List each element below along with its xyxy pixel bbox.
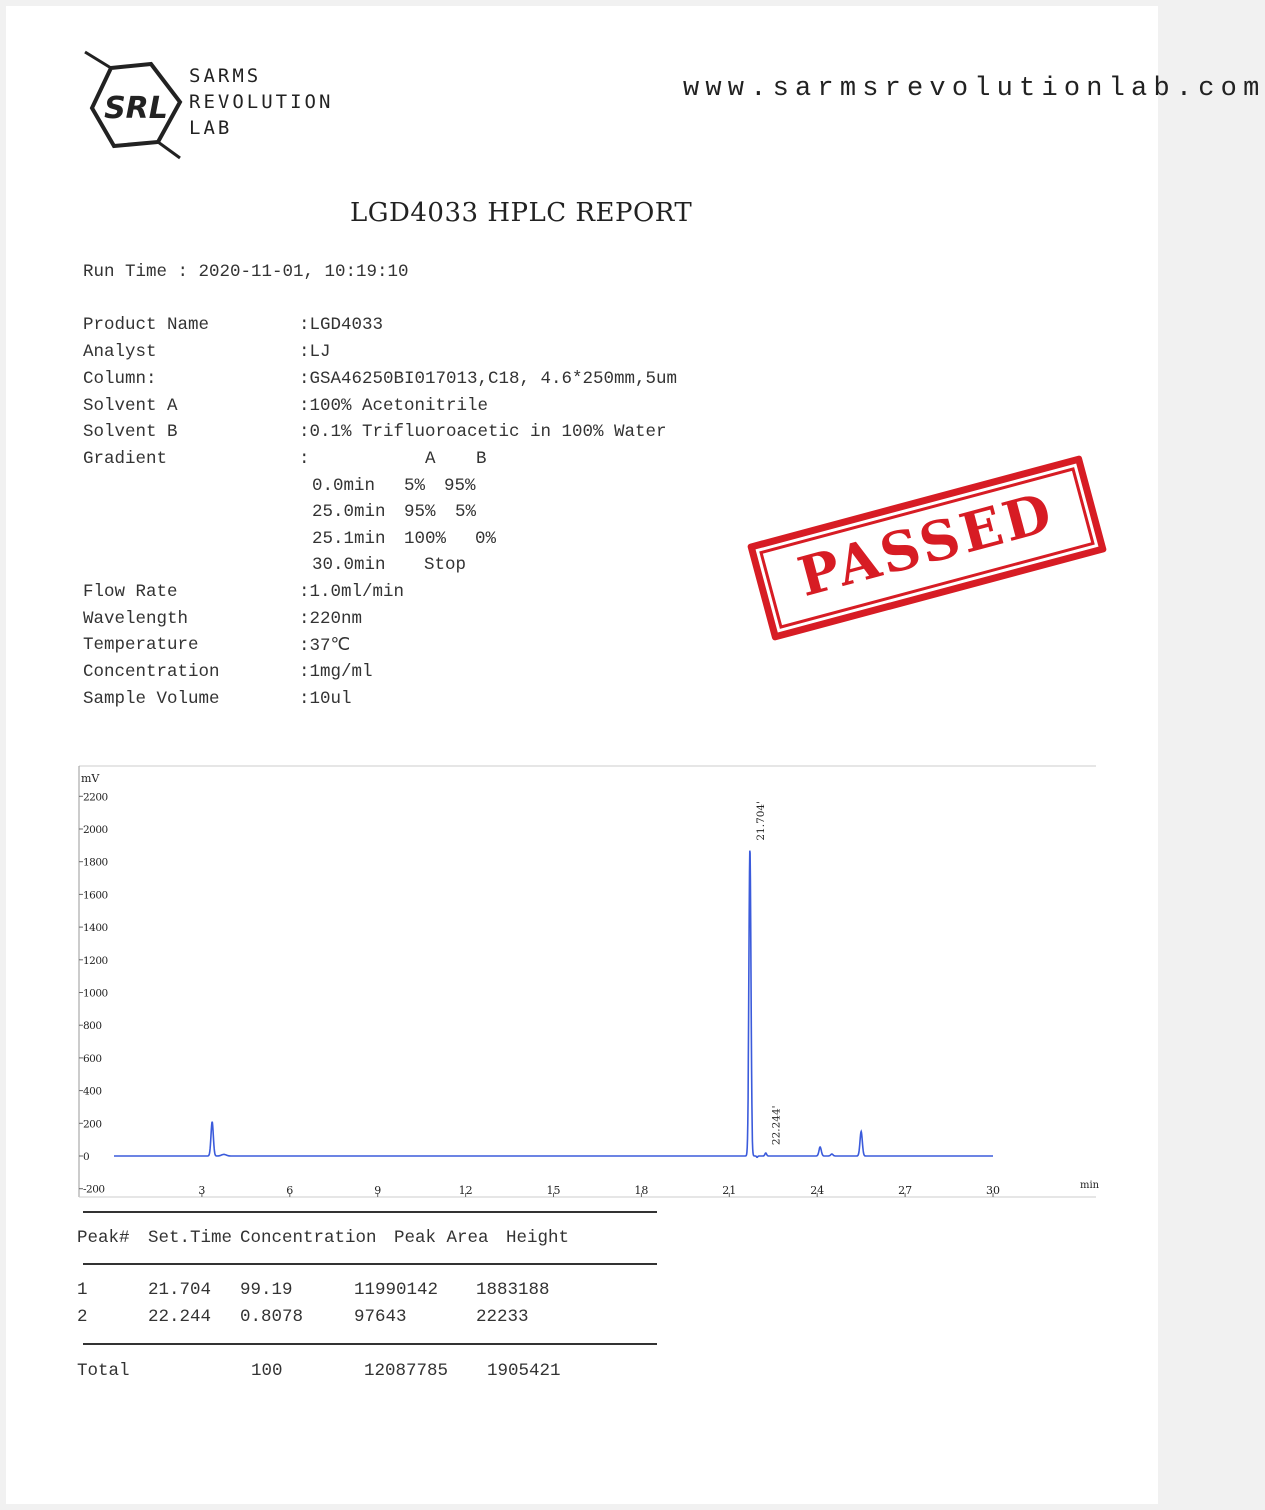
- field-label-temperature: Temperature: [83, 635, 199, 655]
- x-tick-label: 18: [634, 1184, 649, 1197]
- report-page: [6, 6, 1265, 1504]
- field-value-temperature: :37℃: [299, 636, 351, 656]
- field-label-column: Column:: [83, 369, 157, 389]
- y-tick-label: -200: [83, 1183, 105, 1196]
- y-tick-label: 1400: [83, 922, 108, 935]
- x-tick-label: 27: [898, 1184, 913, 1197]
- run-time: Run Time : 2020-11-01, 10:19:10: [83, 262, 409, 282]
- field-value-solvent-a: :100% Acetonitrile: [299, 396, 489, 416]
- field-label-solvent-a: Solvent A: [83, 396, 178, 416]
- gradient-b: 95%: [444, 476, 476, 496]
- stamp-text: PASSED: [791, 479, 1061, 609]
- table-cell: 2: [77, 1307, 88, 1327]
- peak-label: 21.704': [754, 800, 767, 841]
- y-tick-label: 1000: [83, 987, 108, 1000]
- gradient-a: Stop: [424, 555, 467, 575]
- x-tick-label: 15: [546, 1184, 561, 1197]
- col-header-peak: Peak#: [77, 1228, 130, 1248]
- total-height: 1905421: [487, 1361, 561, 1381]
- y-tick-label: 400: [83, 1085, 102, 1098]
- table-rule-bottom: [83, 1343, 657, 1345]
- y-tick-label: 2000: [83, 824, 108, 836]
- field-label-flow-rate: Flow Rate: [83, 582, 178, 602]
- field-value-sample-volume: :10ul: [299, 689, 352, 709]
- gradient-a: 95%: [404, 502, 436, 522]
- brand-line-1: SARMS: [189, 65, 262, 87]
- gradient-b: 5%: [455, 502, 477, 522]
- field-value-concentration: :1mg/ml: [299, 662, 373, 682]
- field-label-product: Product Name: [83, 315, 210, 335]
- logo-text: SRL: [104, 91, 168, 126]
- table-cell: 11990142: [354, 1280, 439, 1300]
- chromatogram-chart: [6, 6, 1158, 1206]
- y-tick-label: 1600: [83, 889, 108, 902]
- field-label-analyst: Analyst: [83, 342, 157, 362]
- col-header-concentration: Concentration: [240, 1228, 377, 1248]
- col-header-area: Peak Area: [394, 1228, 489, 1248]
- total-concentration: 100: [251, 1361, 283, 1381]
- brand-line-2: REVOLUTION: [189, 91, 334, 113]
- table-cell: 21.704: [148, 1280, 212, 1300]
- field-label-wavelength: Wavelength: [83, 609, 189, 629]
- x-tick-label: 24: [810, 1184, 825, 1197]
- gradient-time: 0.0min: [312, 476, 376, 496]
- gradient-header-a: A: [425, 449, 436, 469]
- table-rule-mid: [83, 1263, 657, 1265]
- field-label-solvent-b: Solvent B: [83, 422, 178, 442]
- x-axis-label: min: [1080, 1180, 1100, 1191]
- x-tick-label: 9: [374, 1184, 382, 1197]
- col-header-height: Height: [506, 1228, 570, 1248]
- y-tick-label: 600: [83, 1052, 102, 1065]
- field-value-solvent-b: :0.1% Trifluoroacetic in 100% Water: [299, 422, 667, 442]
- gradient-time: 25.0min: [312, 502, 386, 522]
- field-value-wavelength: :220nm: [299, 609, 363, 629]
- y-tick-label: 2200: [83, 791, 108, 804]
- report-title: LGD4033 HPLC REPORT: [350, 198, 693, 228]
- y-axis-label: mV: [81, 772, 100, 785]
- gradient-a: 100%: [404, 529, 447, 549]
- field-label-gradient: Gradient: [83, 449, 168, 469]
- x-tick-label: 21: [722, 1184, 737, 1197]
- gradient-header-b: B: [476, 449, 487, 469]
- gradient-b: 0%: [475, 529, 497, 549]
- y-tick-label: 1200: [83, 954, 108, 967]
- total-area: 12087785: [364, 1361, 449, 1381]
- gradient-time: 30.0min: [312, 555, 386, 575]
- gradient-time: 25.1min: [312, 529, 386, 549]
- x-tick-label: 3: [198, 1184, 206, 1197]
- table-rule-top: [83, 1211, 657, 1213]
- field-label-concentration: Concentration: [83, 662, 220, 682]
- field-value-flow-rate: :1.0ml/min: [299, 582, 405, 602]
- gradient-a: 5%: [404, 476, 426, 496]
- y-tick-label: 200: [83, 1118, 102, 1131]
- field-value-column: :GSA46250BI017013,C18, 4.6*250mm,5um: [299, 369, 678, 389]
- field-label-sample-volume: Sample Volume: [83, 689, 220, 709]
- table-cell: 1: [77, 1280, 88, 1300]
- y-tick-label: 800: [83, 1020, 102, 1033]
- x-tick-label: 30: [986, 1184, 1000, 1197]
- col-header-settime: Set.Time: [148, 1228, 233, 1248]
- table-cell: 1883188: [476, 1280, 550, 1300]
- website-link[interactable]: www.sarmsrevolutionlab.com: [683, 74, 1265, 104]
- field-value-analyst: :LJ: [299, 342, 331, 362]
- chromatogram-signal-line: [114, 851, 993, 1158]
- field-value-gradient: :: [299, 449, 310, 469]
- brand-line-3: LAB: [189, 117, 233, 139]
- field-value-product: :LGD4033: [299, 315, 384, 335]
- total-label: Total: [77, 1361, 130, 1381]
- peak-label: 22.244': [770, 1105, 783, 1146]
- table-cell: 22233: [476, 1307, 529, 1327]
- table-cell: 0.8078: [240, 1307, 304, 1327]
- table-cell: 99.19: [240, 1280, 293, 1300]
- table-cell: 97643: [354, 1307, 407, 1327]
- x-tick-label: 12: [458, 1184, 473, 1197]
- y-tick-label: 0: [83, 1151, 90, 1163]
- table-cell: 22.244: [148, 1307, 212, 1327]
- y-tick-label: 1800: [83, 856, 108, 869]
- x-tick-label: 6: [286, 1184, 294, 1197]
